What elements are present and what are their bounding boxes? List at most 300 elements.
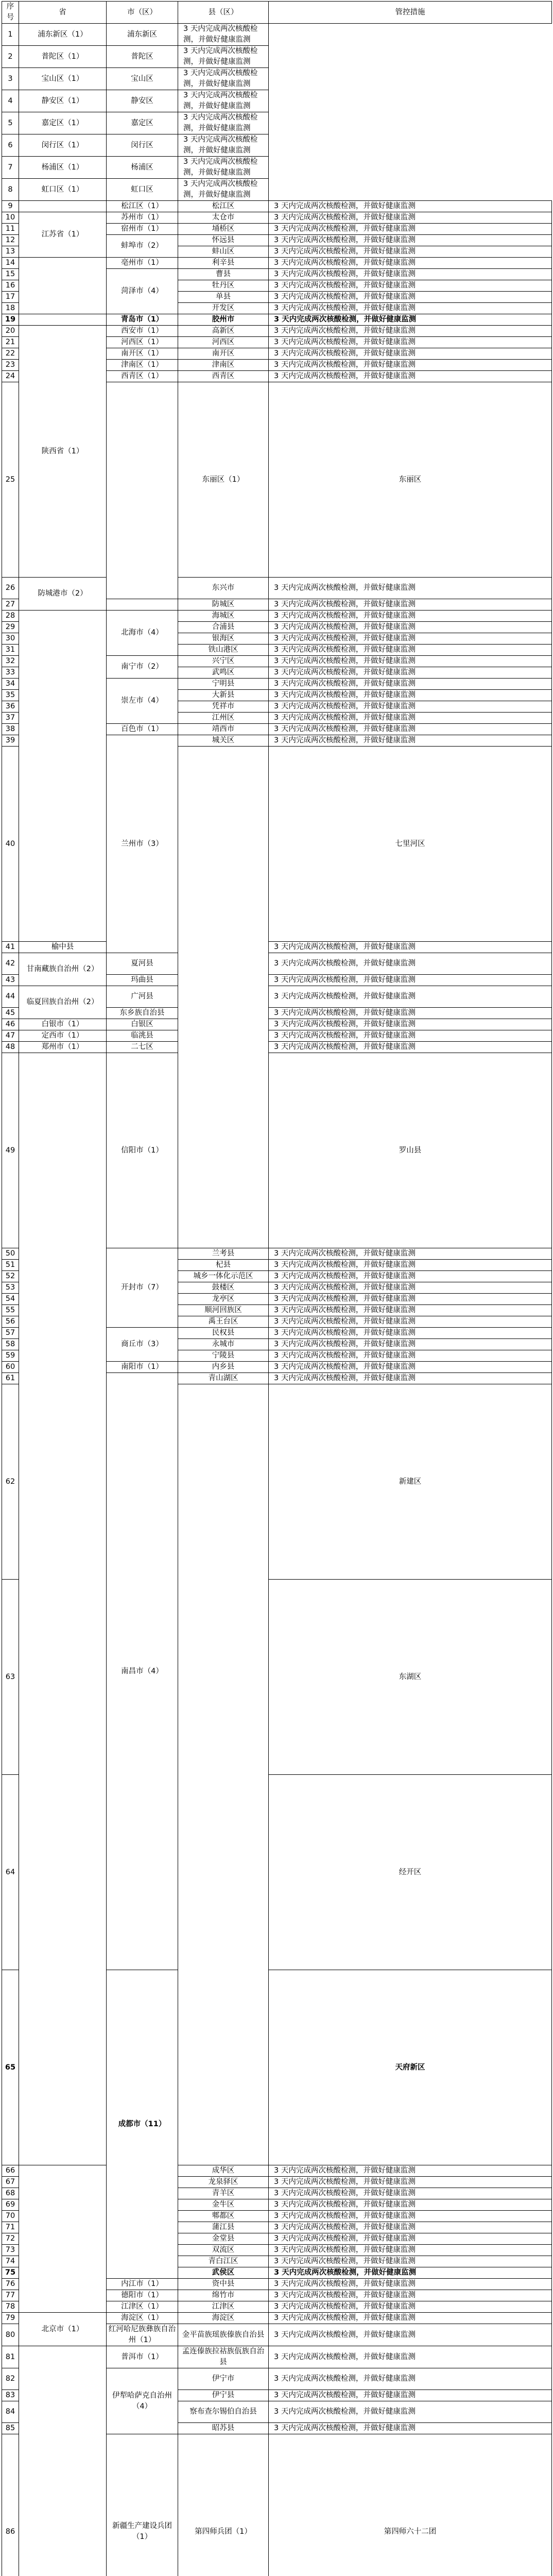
city-cell: 崇左市（4） [107,679,178,724]
table-row [2,2313,552,2324]
table-row [2,258,552,269]
table-row [2,112,552,134]
county-cell: 顺河回族区 [178,1305,269,1316]
measure-cell: 3 天内完成两次核酸检测，并做好健康监测 [269,2245,552,2256]
row-index: 2 [2,46,19,68]
city-cell: 商丘市（3） [107,1328,178,1362]
measure-cell: 3 天内完成两次核酸检测，并做好健康监测 [269,360,552,371]
header-index: 序号 [2,2,19,24]
measure-cell: 3 天内完成两次核酸检测，并做好健康监测 [269,1350,552,1362]
city-cell: 宿州市（1） [107,224,178,235]
county-cell: 天府新区 [269,1970,552,2165]
measure-cell: 3 天内完成两次核酸检测，并做好健康监测 [269,1328,552,1339]
city-cell: 临夏回族自治州（2） [19,986,107,1019]
city-cell: 定西市（1） [19,1030,107,1042]
header-province: 省 [19,2,107,24]
county-cell: 成华区 [178,2165,269,2177]
city-cell: 静安区（1） [19,90,107,112]
county-cell: 普陀区 [107,46,178,68]
row-index: 81 [2,2346,19,2368]
header-county: 县（区） [178,2,269,24]
row-index: 22 [2,348,19,360]
city-cell: 菏泽市（4） [107,269,178,314]
measure-cell: 3 天内完成两次核酸检测，并做好健康监测 [269,371,552,382]
county-cell: 埇桥区 [178,224,269,235]
city-cell: 成都市（11） [107,1970,178,2279]
row-index: 23 [2,360,19,371]
measure-cell: 3 天内完成两次核酸检测，并做好健康监测 [269,2222,552,2233]
row-index: 54 [2,1294,19,1305]
row-index: 74 [2,2256,19,2267]
city-cell: 普洱市（1） [107,2346,178,2368]
measure-cell: 3 天内完成两次核酸检测，并做好健康监测 [269,942,552,953]
county-cell: 海城区 [178,611,269,622]
measure-cell: 3 天内完成两次核酸检测，并做好健康监测 [269,2401,552,2423]
province-cell [107,382,178,599]
row-index: 72 [2,2233,19,2245]
county-cell: 孟连傣族拉祜族佤族自治县 [178,2346,269,2368]
row-index: 30 [2,633,19,645]
county-cell: 民权县 [178,1328,269,1339]
county-cell: 青白江区 [178,2256,269,2267]
county-cell: 夏河县 [107,953,178,975]
row-index: 49 [2,1053,19,1248]
city-cell: 虹口区（1） [19,179,107,201]
measure-cell: 3 天内完成两次核酸检测，并做好健康监测 [269,1305,552,1316]
page [0,1,553,2576]
measure-cell: 3 天内完成两次核酸检测，并做好健康监测 [269,633,552,645]
county-cell: 单县 [178,292,269,303]
row-index: 15 [2,269,19,280]
county-cell: 宁陵县 [178,1350,269,1362]
row-index: 66 [2,2165,19,2177]
city-cell: 东丽区（1） [178,382,269,578]
row-index: 28 [2,611,19,622]
city-cell: 郑州市（1） [19,1042,107,1053]
measure-cell: 3 天内完成两次核酸检测，并做好健康监测 [269,724,552,735]
row-index: 68 [2,2188,19,2199]
row-index: 45 [2,1008,19,1019]
county-cell: 绵竹市 [178,2290,269,2301]
measure-cell: 3 天内完成两次核酸检测，并做好健康监测 [269,326,552,337]
measure-cell: 3 天内完成两次核酸检测，并做好健康监测 [269,690,552,701]
county-cell: 牡丹区 [178,280,269,292]
row-index: 86 [2,2434,19,2576]
city-cell: 内江市（1） [107,2279,178,2290]
measure-cell: 3 天内完成两次核酸检测，并做好健康监测 [269,1019,552,1030]
measure-cell: 3 天内完成两次核酸检测，并做好健康监测 [269,1248,552,1260]
measure-cell: 3 天内完成两次核酸检测，并做好健康监测 [269,953,552,975]
measure-cell: 3 天内完成两次核酸检测，并做好健康监测 [269,1282,552,1294]
row-index: 32 [2,656,19,667]
city-cell: 青岛市（1） [107,314,178,326]
measure-cell: 3 天内完成两次核酸检测，并做好健康监测 [269,622,552,633]
row-index: 33 [2,667,19,679]
measure-cell: 3 天内完成两次核酸检测，并做好健康监测 [269,701,552,713]
row-index: 84 [2,2401,19,2423]
measure-cell: 3 天内完成两次核酸检测，并做好健康监测 [178,90,269,112]
measure-cell: 3 天内完成两次核酸检测，并做好健康监测 [269,713,552,724]
row-index: 85 [2,2423,19,2434]
county-cell: 怀远县 [178,235,269,246]
measure-cell: 3 天内完成两次核酸检测，并做好健康监测 [269,2165,552,2177]
measure-cell: 3 天内完成两次核酸检测，并做好健康监测 [269,1373,552,1384]
province-cell: 北京市（1） [19,2313,107,2346]
row-index: 77 [2,2290,19,2301]
county-cell: 津南区 [178,360,269,371]
measure-cell: 3 天内完成两次核酸检测，并做好健康监测 [269,986,552,1008]
measure-cell: 3 天内完成两次核酸检测，并做好健康监测 [269,224,552,235]
measure-cell: 3 天内完成两次核酸检测，并做好健康监测 [269,2390,552,2401]
city-cell: 普陀区（1） [19,46,107,68]
city-cell: 浦东新区（1） [19,24,107,46]
province-cell [19,2346,107,2576]
table-row [2,578,552,599]
measure-cell: 3 天内完成两次核酸检测，并做好健康监测 [269,2199,552,2211]
measure-cell: 3 天内完成两次核酸检测，并做好健康监测 [269,975,552,986]
province-cell [19,201,107,212]
row-index: 51 [2,1260,19,1271]
measure-cell: 3 天内完成两次核酸检测，并做好健康监测 [178,134,269,157]
row-index: 4 [2,90,19,112]
county-cell: 伊宁市 [178,2368,269,2390]
measure-cell: 3 天内完成两次核酸检测，并做好健康监测 [178,46,269,68]
province-cell: 新疆生产建设兵团（1） [107,2434,178,2576]
table-row [2,611,552,622]
row-index: 60 [2,1362,19,1373]
city-cell: 甘南藏族自治州（2） [19,953,107,986]
city-cell: 红河哈尼族彝族自治州（1） [107,2324,178,2346]
row-index: 11 [2,224,19,235]
county-cell: 二七区 [107,1042,178,1053]
county-cell: 七里河区 [269,747,552,942]
city-cell: 南阳市（1） [107,1362,178,1373]
province-cell [107,599,178,611]
table-row [2,1042,552,1053]
county-cell: 金堂县 [178,2233,269,2245]
city-cell: 西安市（1） [107,326,178,337]
city-cell: 蚌埠市（2） [107,235,178,258]
county-cell: 南开区 [178,348,269,360]
table-row [2,1019,552,1030]
row-index: 35 [2,690,19,701]
county-cell: 临洮县 [107,1030,178,1042]
measure-cell: 3 天内完成两次核酸检测，并做好健康监测 [269,645,552,656]
table-row [2,1053,552,1248]
measure-cell: 3 天内完成两次核酸检测，并做好健康监测 [269,667,552,679]
measure-cell: 3 天内完成两次核酸检测，并做好健康监测 [269,1008,552,1019]
county-cell: 东乡族自治县 [107,1008,178,1019]
county-cell: 永城市 [178,1339,269,1350]
header-measures: 管控措施 [269,2,552,24]
table-row [2,157,552,179]
city-cell: 白银市（1） [19,1019,107,1030]
measure-cell: 3 天内完成两次核酸检测，并做好健康监测 [269,1271,552,1282]
row-index: 40 [2,747,19,942]
table-row [2,90,552,112]
county-cell: 青山湖区 [178,1373,269,1384]
row-index: 46 [2,1019,19,1030]
measure-cell: 3 天内完成两次核酸检测，并做好健康监测 [269,1042,552,1053]
row-index: 47 [2,1030,19,1042]
county-cell: 开发区 [178,303,269,314]
row-index: 42 [2,953,19,975]
county-cell: 东湖区 [269,1580,552,1775]
table-row [2,2346,552,2368]
row-index: 79 [2,2313,19,2324]
row-index: 57 [2,1328,19,1339]
row-index: 58 [2,1339,19,1350]
row-index: 7 [2,157,19,179]
row-index: 82 [2,2368,19,2390]
city-cell: 闵行区（1） [19,134,107,157]
table-row [2,1030,552,1042]
city-cell: 信阳市（1） [107,1053,178,1248]
county-cell: 静安区 [107,90,178,112]
measure-cell: 3 天内完成两次核酸检测，并做好健康监测 [269,201,552,212]
row-index: 34 [2,679,19,690]
measure-cell: 3 天内完成两次核酸检测，并做好健康监测 [178,179,269,201]
measure-cell: 3 天内完成两次核酸检测，并做好健康监测 [269,314,552,326]
measure-cell: 3 天内完成两次核酸检测，并做好健康监测 [269,2368,552,2390]
row-index: 39 [2,735,19,747]
county-cell: 杨浦区 [107,157,178,179]
row-index: 21 [2,337,19,348]
row-index: 65 [2,1970,19,2165]
county-cell: 嘉定区 [107,112,178,134]
row-index: 3 [2,68,19,90]
measure-cell: 3 天内完成两次核酸检测，并做好健康监测 [269,2279,552,2290]
city-cell: 南宁市（2） [107,656,178,679]
province-cell: 江苏省（1） [19,212,107,258]
county-cell: 浦东新区 [107,24,178,46]
measure-cell: 3 天内完成两次核酸检测，并做好健康监测 [269,303,552,314]
county-cell: 太仓市 [178,212,269,224]
county-cell: 禹王台区 [178,1316,269,1328]
county-cell: 高新区 [178,326,269,337]
city-cell: 西青区（1） [107,371,178,382]
city-cell: 防城港市（2） [19,578,107,611]
county-cell: 蚌山区 [178,246,269,258]
row-index: 62 [2,1384,19,1580]
county-cell: 郫都区 [178,2211,269,2222]
city-cell: 津南区（1） [107,360,178,371]
county-cell: 兴宁区 [178,656,269,667]
county-cell: 蒲江县 [178,2222,269,2233]
measure-cell: 3 天内完成两次核酸检测，并做好健康监测 [269,2177,552,2188]
city-cell: 北海市（4） [107,611,178,656]
measure-cell: 3 天内完成两次核酸检测，并做好健康监测 [269,1030,552,1042]
row-index: 14 [2,258,19,269]
row-index: 12 [2,235,19,246]
county-cell: 资中县 [178,2279,269,2290]
city-cell: 德阳市（1） [107,2290,178,2301]
measure-cell: 3 天内完成两次核酸检测，并做好健康监测 [269,1339,552,1350]
row-index: 10 [2,212,19,224]
row-index: 50 [2,1248,19,1260]
county-cell: 杞县 [178,1260,269,1271]
county-cell: 玛曲县 [107,975,178,986]
row-index: 43 [2,975,19,986]
row-index: 27 [2,599,19,611]
row-index: 37 [2,713,19,724]
county-cell: 龙泉驿区 [178,2177,269,2188]
measure-cell: 3 天内完成两次核酸检测，并做好健康监测 [269,2290,552,2301]
measure-cell: 3 天内完成两次核酸检测，并做好健康监测 [269,656,552,667]
measure-cell: 3 天内完成两次核酸检测，并做好健康监测 [269,2313,552,2324]
measure-cell: 3 天内完成两次核酸检测，并做好健康监测 [178,68,269,90]
county-cell: 广河县 [107,986,178,1008]
table-row [2,46,552,68]
row-index: 53 [2,1282,19,1294]
table-row [2,212,552,224]
county-cell: 宝山区 [107,68,178,90]
measure-cell: 3 天内完成两次核酸检测，并做好健康监测 [269,2256,552,2267]
county-cell: 宁明县 [178,679,269,690]
measure-cell: 3 天内完成两次核酸检测，并做好健康监测 [178,24,269,46]
county-cell: 虹口区 [107,179,178,201]
table-row [2,68,552,90]
county-cell: 龙亭区 [178,1294,269,1305]
row-index: 18 [2,303,19,314]
county-cell: 东丽区 [269,382,552,578]
county-cell: 罗山县 [269,1053,552,1248]
county-cell: 铁山港区 [178,645,269,656]
row-index: 1 [2,24,19,46]
county-cell: 武侯区 [178,2267,269,2279]
measure-cell: 3 天内完成两次核酸检测，并做好健康监测 [269,2346,552,2368]
province-cell [19,611,107,942]
county-cell: 青羊区 [178,2188,269,2199]
city-cell: 伊犁哈萨克自治州（4） [107,2368,178,2434]
table-row [2,201,552,212]
county-cell: 河西区 [178,337,269,348]
measure-cell: 3 天内完成两次核酸检测，并做好健康监测 [269,2188,552,2199]
row-index: 9 [2,201,19,212]
measure-cell: 3 天内完成两次核酸检测，并做好健康监测 [178,157,269,179]
county-cell: 经开区 [269,1775,552,1970]
measure-cell: 3 天内完成两次核酸检测，并做好健康监测 [269,1294,552,1305]
table-row [2,134,552,157]
row-index: 29 [2,622,19,633]
province-cell [19,258,107,314]
row-index: 71 [2,2222,19,2233]
row-index: 73 [2,2245,19,2256]
header-city: 市（区） [107,2,178,24]
row-index: 76 [2,2279,19,2290]
province-cell [178,747,269,1248]
city-cell: 河西区（1） [107,337,178,348]
measure-cell: 3 天内完成两次核酸检测，并做好健康监测 [269,258,552,269]
measure-cell: 3 天内完成两次核酸检测，并做好健康监测 [269,292,552,303]
table-row [2,326,552,337]
row-index: 63 [2,1580,19,1775]
table-row [2,953,552,975]
province-cell [19,1053,107,2165]
row-index: 31 [2,645,19,656]
province-cell [19,2165,107,2313]
measure-cell: 3 天内完成两次核酸检测，并做好健康监测 [269,1260,552,1271]
county-cell: 西青区 [178,371,269,382]
county-cell: 江津区 [178,2301,269,2313]
county-cell: 双流区 [178,2245,269,2256]
measure-cell: 3 天内完成两次核酸检测，并做好健康监测 [269,679,552,690]
county-cell: 金牛区 [178,2199,269,2211]
measure-cell: 3 天内完成两次核酸检测，并做好健康监测 [269,348,552,360]
county-cell: 松江区 [178,201,269,212]
county-cell: 银海区 [178,633,269,645]
county-cell: 白银区 [107,1019,178,1030]
measure-cell: 3 天内完成两次核酸检测，并做好健康监测 [269,2324,552,2346]
city-cell: 亳州市（1） [107,258,178,269]
measure-cell: 3 天内完成两次核酸检测，并做好健康监测 [269,246,552,258]
table-row [2,942,552,953]
table-row [2,986,552,1008]
city-cell: 南开区（1） [107,348,178,360]
measure-cell: 3 天内完成两次核酸检测，并做好健康监测 [269,280,552,292]
measure-cell: 3 天内完成两次核酸检测，并做好健康监测 [269,2233,552,2245]
county-cell: 曹县 [178,269,269,280]
measure-cell: 3 天内完成两次核酸检测，并做好健康监测 [269,578,552,599]
row-index: 8 [2,179,19,201]
row-index: 25 [2,382,19,578]
row-index: 5 [2,112,19,134]
control-measures-table [2,1,552,2576]
county-cell: 闵行区 [107,134,178,157]
row-index: 13 [2,246,19,258]
row-index: 61 [2,1373,19,1384]
table-row [2,314,552,326]
county-cell: 新建区 [269,1384,552,1580]
measure-cell: 3 天内完成两次核酸检测，并做好健康监测 [269,1362,552,1373]
city-cell: 兰州市（3） [107,735,178,953]
row-index: 67 [2,2177,19,2188]
row-index: 52 [2,1271,19,1282]
county-cell: 防城区 [178,599,269,611]
row-index: 59 [2,1350,19,1362]
row-index: 38 [2,724,19,735]
measure-cell: 3 天内完成两次核酸检测，并做好健康监测 [269,735,552,747]
county-cell: 大新县 [178,690,269,701]
county-cell: 伊宁县 [178,2390,269,2401]
row-index: 19 [2,314,19,326]
county-cell: 海淀区 [178,2313,269,2324]
county-cell: 胶州市 [178,314,269,326]
city-cell: 百色市（1） [107,724,178,735]
province-cell: 陕西省（1） [19,326,107,578]
row-index: 78 [2,2301,19,2313]
row-index: 24 [2,371,19,382]
county-cell: 城乡一体化示范区 [178,1271,269,1282]
city-cell: 江津区（1） [107,2301,178,2313]
row-index: 75 [2,2267,19,2279]
row-index: 56 [2,1316,19,1328]
row-index: 69 [2,2199,19,2211]
row-index: 17 [2,292,19,303]
county-cell: 凭祥市 [178,701,269,713]
measure-cell: 3 天内完成两次核酸检测，并做好健康监测 [269,611,552,622]
county-cell: 察布查尔锡伯自治县 [178,2401,269,2423]
county-cell: 金平苗族瑶族傣族自治县 [178,2324,269,2346]
measure-cell: 3 天内完成两次核酸检测，并做好健康监测 [269,269,552,280]
row-index: 48 [2,1042,19,1053]
city-cell: 嘉定区（1） [19,112,107,134]
county-cell: 城关区 [178,735,269,747]
row-index: 20 [2,326,19,337]
row-index: 64 [2,1775,19,1970]
city-cell: 海淀区（1） [107,2313,178,2324]
city-cell: 第四师兵团（1） [178,2434,269,2576]
